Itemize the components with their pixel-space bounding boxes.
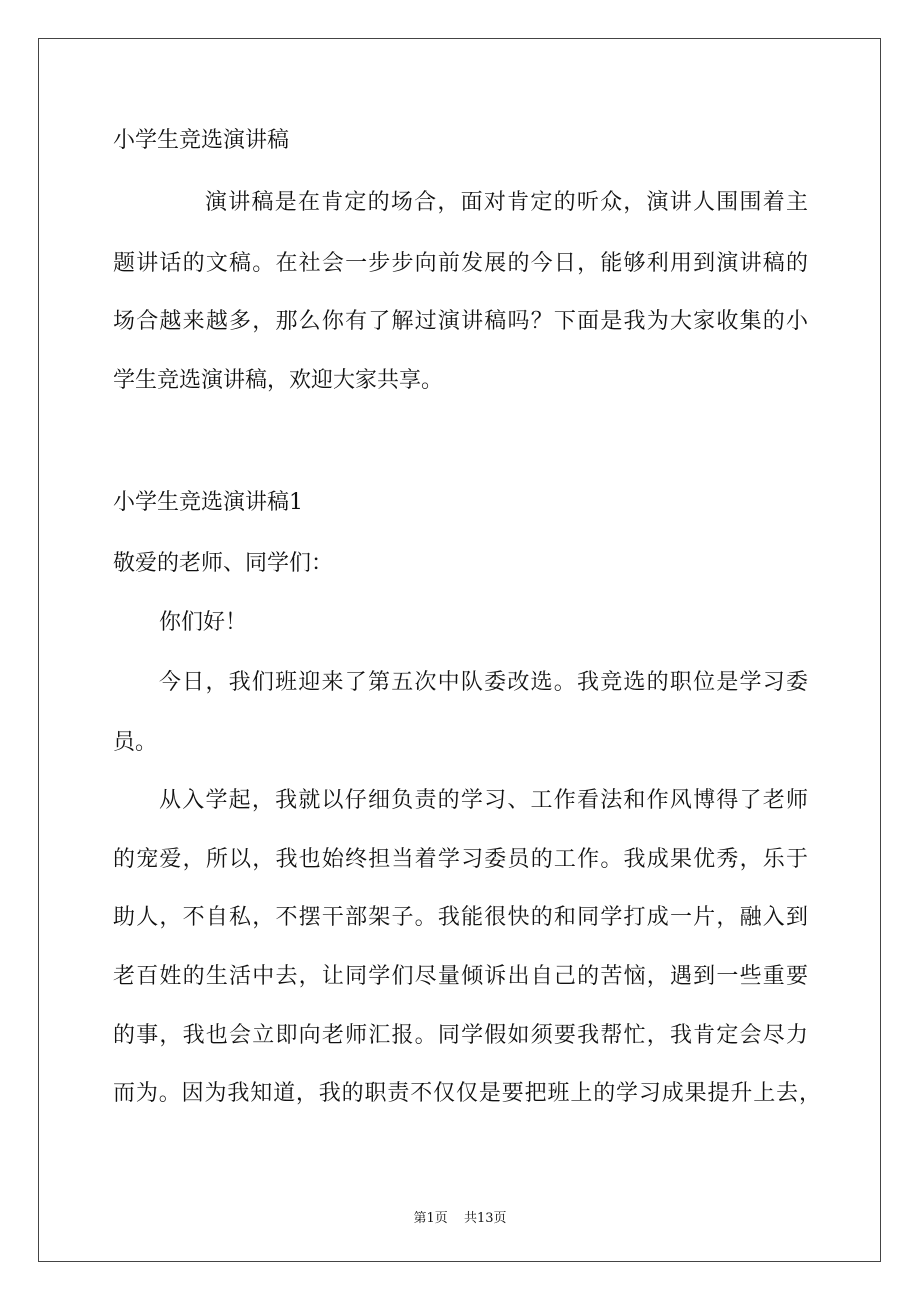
salutation: 敬爱的老师、同学们： [113, 551, 334, 576]
paragraph-line: 今日，我们班迎来了第五次中队委改选。我竞选的职位是学习委 [159, 670, 808, 695]
intro-line: 场合越来越多，那么你有了解过演讲稿吗？下面是我为大家收集的小 [113, 309, 808, 334]
intro-line: 演讲稿是在肯定的场合，面对肯定的听众，演讲人围围着主 [205, 190, 808, 215]
section-heading: 小学生竞选演讲稿1 [113, 490, 303, 515]
page-total: 共13页 [463, 1211, 507, 1226]
paragraph-line: 员。 [113, 730, 158, 755]
page-number: 第1页 [413, 1211, 448, 1226]
intro-line: 题讲话的文稿。在社会一步步向前发展的今日，能够利用到演讲稿的 [113, 251, 808, 276]
paragraph-line: 从入学起，我就以仔细负责的学习、工作看法和作风博得了老师 [159, 788, 808, 813]
paragraph-line: 而为。因为我知道，我的职责不仅仅是要把班上的学习成果提升上去， [113, 1081, 821, 1106]
greeting: 你们好！ [159, 610, 248, 635]
page-border [38, 38, 881, 1262]
intro-line: 学生竞选演讲稿，欢迎大家共享。 [113, 368, 444, 393]
paragraph-line: 老百姓的生活中去，让同学们尽量倾诉出自己的苦恼，遇到一些重要 [113, 964, 808, 989]
paragraph-line: 的宠爱，所以，我也始终担当着学习委员的工作。我成果优秀，乐于 [113, 847, 808, 872]
page-footer [0, 1207, 920, 1226]
paragraph-line: 的事，我也会立即向老师汇报。同学假如须要我帮忙，我肯定会尽力 [113, 1023, 808, 1048]
paragraph-line: 助人，不自私，不摆干部架子。我能很快的和同学打成一片，融入到 [113, 905, 808, 930]
document-title: 小学生竞选演讲稿 [113, 128, 290, 153]
